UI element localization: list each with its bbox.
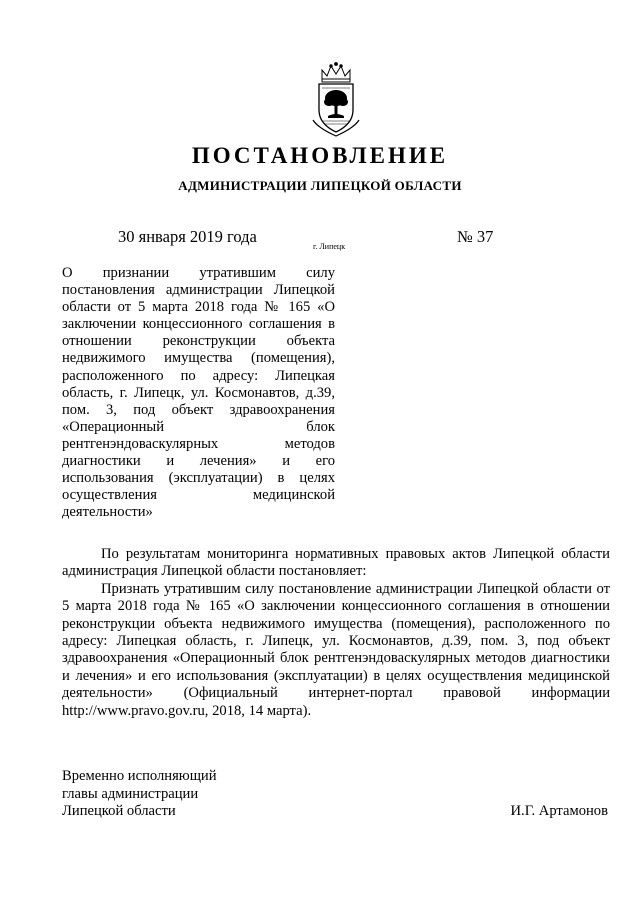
document-date: 30 января 2019 года <box>118 227 257 246</box>
document-number: № 37 <box>457 227 494 246</box>
coat-of-arms-icon <box>310 62 362 138</box>
signatory-name: И.Г. Артамонов <box>510 803 608 820</box>
signatory-position-line: Липецкой области <box>62 803 176 820</box>
document-place: г. Липецк <box>313 242 346 251</box>
signatory-position-line: Временно исполняющий <box>62 768 217 784</box>
body-paragraph: По результатам мониторинга нормативных правовых актов Липецкой области администрация Липецкой области постановляет: <box>62 546 610 580</box>
document-title: ПОСТАНОВЛЕНИЕ <box>191 143 449 168</box>
document-body <box>62 546 610 720</box>
document-subject: О признании утратившим силу постановления администрации Липецкой области от 5 марта 2018 года № 165 «О заключении концессионного соглашения в отношении реконструкции объекта недвижимого имущества (помещения), расположенного по адресу: Липецкая область, г. Липецк, ул. Космонавтов, д.39, пом. 3, под объект здравоохранения «Операционный блок рентгенэндоваскулярных методов диагностики и лечения» и его использования (эксплуатации) в целях осуществления медицинской деятельности» <box>62 265 335 521</box>
signature-block <box>62 768 610 821</box>
body-paragraph: Признать утратившим силу постановление администрации Липецкой области от 5 марта 2018 года № 165 «О заключении концессионного соглашения в отношении реконструкции объекта недвижимого имущества (помещения), расположенного по адресу: Липецкая область, г. Липецк, ул. Космонавтов, д.39, пом. 3, под объект здравоохранения «Операционный блок рентгенэндоваскулярных методов диагностики и лечения» и его использования (эксплуатации) в целях осуществления медицинской деятельности» (Официальный интернет-портал правовой информации http://www.pravo.gov.ru, 2018, 14 марта). <box>62 580 610 719</box>
issuing-authority: АДМИНИСТРАЦИИ ЛИПЕЦКОЙ ОБЛАСТИ <box>178 178 462 193</box>
signatory-position-line: главы администрации <box>62 785 199 802</box>
